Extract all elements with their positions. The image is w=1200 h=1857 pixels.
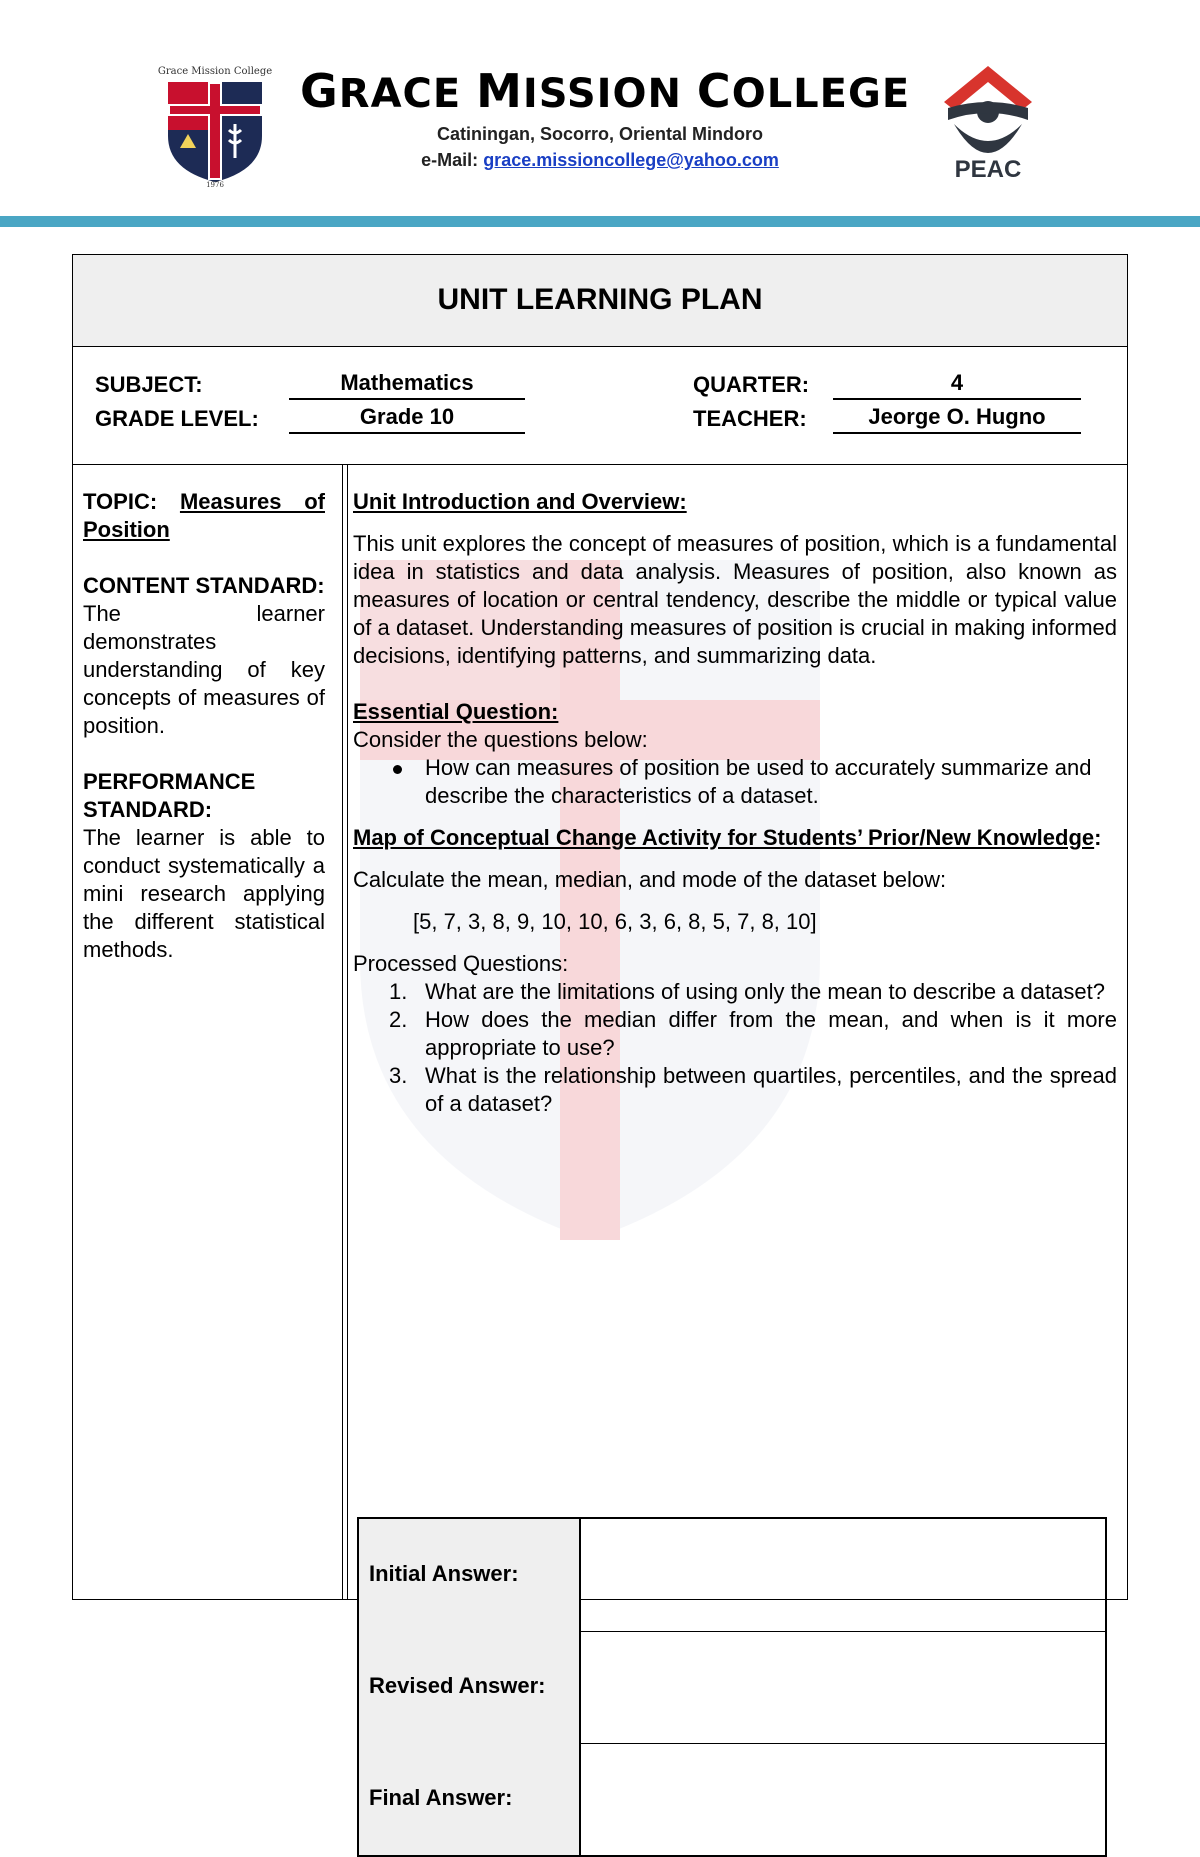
initial-answer-label: Initial Answer: xyxy=(369,1561,519,1586)
quarter-label: QUARTER: xyxy=(693,372,810,397)
college-name-initial: C xyxy=(696,64,732,118)
unit-learning-plan-table xyxy=(72,254,1128,1810)
college-name-rest: RACE xyxy=(338,71,477,117)
question-text: What is the relationship between quartiles, percentiles, and the spread of a dataset? xyxy=(425,1063,1117,1116)
college-address: Catiningan, Socorro, Oriental Mindoro xyxy=(436,124,763,144)
row-divider xyxy=(581,1743,1107,1744)
subject-value: Mathematics xyxy=(289,368,525,400)
list-item xyxy=(353,754,1117,810)
plan-title-row xyxy=(73,255,1127,347)
question-number: 3. xyxy=(389,1063,408,1088)
essential-question-list xyxy=(353,754,1117,810)
initial-answer-cell[interactable] xyxy=(583,1519,1105,1629)
essential-question-text: How can measures of position be used to accurately summarize and describe the characteristics of a dataset. xyxy=(425,755,1092,808)
content-standard-text: The learner demonstrates understanding of key concepts of measures of position. xyxy=(83,601,325,738)
revised-answer-cell[interactable] xyxy=(583,1633,1105,1743)
final-answer-cell[interactable] xyxy=(583,1745,1105,1855)
question-text: What are the limitations of using only the mean to describe a dataset? xyxy=(425,979,1105,1004)
processed-questions-list xyxy=(353,978,1117,1118)
row-divider xyxy=(581,1631,1107,1632)
revised-answer-label: Revised Answer: xyxy=(369,1673,546,1698)
peac-text: PEAC xyxy=(954,156,1022,183)
plan-info-row xyxy=(73,346,1127,465)
list-item xyxy=(353,1006,1117,1062)
plan-title: UNIT LEARNING PLAN xyxy=(437,283,763,316)
activity-instruction: Calculate the mean, median, and mode of the dataset below: xyxy=(353,867,947,892)
question-number: 1. xyxy=(389,979,408,1004)
subject-label: SUBJECT: xyxy=(95,372,203,397)
standards-column xyxy=(73,464,343,1599)
essential-question-heading: Essential Question: xyxy=(353,699,559,724)
dataset: [5, 7, 3, 8, 9, 10, 10, 6, 3, 6, 8, 5, 7, 8, 10] xyxy=(413,909,817,934)
college-name xyxy=(300,64,911,118)
list-item xyxy=(353,978,1117,1006)
map-heading-text: Map of Conceptual Change Activity for Students’ Prior/New Knowledge xyxy=(353,825,1095,850)
processed-questions-label: Processed Questions: xyxy=(353,951,569,976)
teacher-value: Jeorge O. Hugno xyxy=(833,402,1081,434)
content-column xyxy=(353,464,1123,1599)
seal-year: 1976 xyxy=(206,181,224,188)
teacher-label: TEACHER: xyxy=(693,406,807,431)
essential-question-intro: Consider the questions below: xyxy=(353,727,648,752)
performance-standard-text: The learner is able to conduct systematically a mini research applying the different statistical methods. xyxy=(83,825,325,962)
map-heading-colon: : xyxy=(1094,825,1102,850)
bullet-icon xyxy=(393,765,402,774)
performance-standard-label: PERFORMANCE STANDARD: xyxy=(83,769,256,822)
college-name-rest: ISSION xyxy=(522,71,697,117)
intro-text: This unit explores the concept of measures of position, which is a fundamental idea in statistics and data analysis. Measures of position, also known as measures of location or central tendency, describe the middle or typical value of a dataset. Understanding measures of position is crucial in making informed decisions, identifying patterns, and summarizing data. xyxy=(353,531,1117,668)
intro-heading: Unit Introduction and Overview: xyxy=(353,489,687,514)
seal-text: Grace Mission College xyxy=(157,66,273,77)
college-name-initial: G xyxy=(300,64,339,118)
letterhead xyxy=(0,0,1200,230)
header-rule xyxy=(0,216,1200,227)
answer-table xyxy=(357,1517,1107,1857)
college-seal-logo xyxy=(150,58,280,188)
college-name-initial: M xyxy=(476,64,523,118)
college-email-line xyxy=(300,150,900,171)
question-number: 2. xyxy=(389,1007,408,1032)
question-text: How does the median differ from the mean, and when is it more appropriate to use? xyxy=(425,1007,1117,1060)
answer-label-column xyxy=(359,1519,581,1855)
final-answer-label: Final Answer: xyxy=(369,1785,513,1810)
email-link[interactable]: grace.missioncollege@yahoo.com xyxy=(483,150,779,170)
grade-level-label: GRADE LEVEL: xyxy=(95,406,259,431)
map-heading xyxy=(353,824,1117,852)
list-item xyxy=(353,1062,1117,1118)
column-divider xyxy=(347,464,348,1599)
email-label: e-Mail: xyxy=(421,150,479,170)
topic-label: TOPIC: xyxy=(83,489,158,514)
topic xyxy=(83,488,325,544)
college-name-rest: OLLEGE xyxy=(731,71,911,117)
topic-value: Measures of Position xyxy=(83,489,325,542)
content-standard-label: CONTENT STANDARD: xyxy=(83,573,325,598)
quarter-value: 4 xyxy=(833,368,1081,400)
grade-level-value: Grade 10 xyxy=(289,402,525,434)
